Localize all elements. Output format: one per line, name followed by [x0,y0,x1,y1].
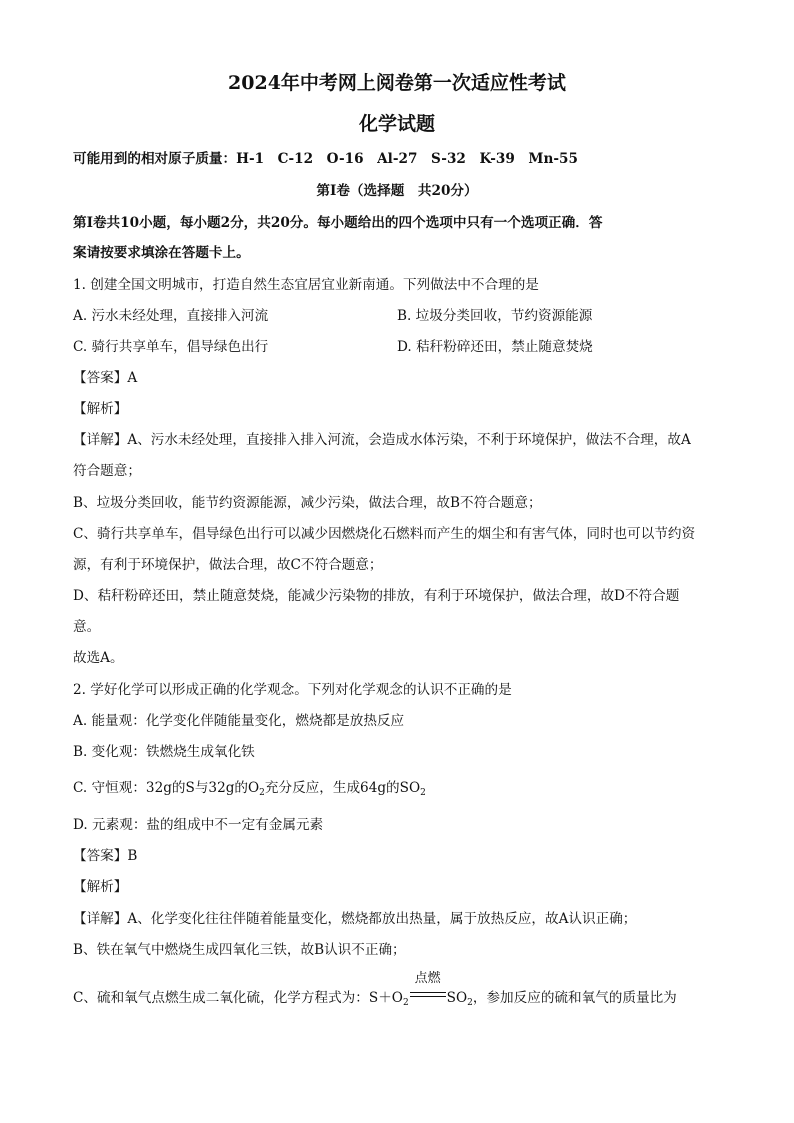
subscript: 2 [467,998,473,1008]
q1-option-b: B. 垃圾分类回收，节约资源能源 [397,308,593,324]
q1-detail-5: 源，有利于环境保护，做法合理，故C不符合题意； [73,557,383,573]
detail-tag: 【详解】 [73,911,128,927]
q1-stem: 1. 创建全国文明城市，打造自然生态宜居宜业新南通。下列做法中不合理的是 [73,277,539,293]
q2-analysis-tag: 【解析】 [73,879,128,895]
q1-detail-3: B、垃圾分类回收，能节约资源能源，减少污染，做法合理，故B不符合题意； [73,495,542,511]
q2-detail-a [73,909,636,929]
q2-option-c [73,778,426,798]
q2-option-a: A. 能量观：化学变化伴随能量变化，燃烧都是放热反应 [73,713,405,729]
section-title: 第Ⅰ卷（选择题 共20分） [316,183,478,199]
section-instructions-1: 第Ⅰ卷共10小题，每小题2分，共20分。每小题给出的四个选项中只有一个选项正确．答 [73,215,603,231]
option-c-text-2: 充分反应，生成64g的SO [264,780,421,796]
answer-value: B [127,848,138,864]
q2-detail-c [73,971,677,1008]
equation-right: SO [446,990,468,1006]
reaction-condition [410,971,446,1004]
q1-analysis-tag: 【解析】 [73,401,128,417]
q1-answer [73,368,137,388]
subscript: 2 [420,788,426,798]
q2-detail-b: B、铁在氧气中燃烧生成四氧化三铁，故B认识不正确； [73,942,406,958]
detail-text: A、污水未经处理，直接排入排入河流，会造成水体污染，不利于环境保护，做法不合理，故A [127,432,691,448]
subscript: 2 [259,788,265,798]
answer-value: A [127,370,138,386]
q1-detail-6: D、秸秆粉碎还田，禁止随意焚烧，能减少污染物的排放，有利于环境保护，做法合理，故D不符合题 [73,588,680,604]
q1-detail-4: C、骑行共享单车，倡导绿色出行可以减少因燃烧化石燃料而产生的烟尘和有害气体，同时也可以节约资 [73,526,696,542]
detail-text: A、化学变化往往伴随着能量变化，燃烧都放出热量，属于放热反应，故A认识正确； [127,911,637,927]
subscript: 2 [402,998,409,1008]
q1-option-c: C. 骑行共享单车，倡导绿色出行 [73,339,269,355]
q1-option-d: D. 秸秆粉碎还田，禁止随意焚烧 [397,339,593,355]
section-instructions-2: 案请按要求填涂在答题卡上。 [73,245,250,261]
page-title: 2024年中考网上阅卷第一次适应性考试 [228,72,566,94]
equation-left: S＋O [368,990,403,1006]
q1-option-a: A. 污水未经处理，直接排入河流 [73,308,269,324]
detail-text-2: ，参加反应的硫和氧气的质量比为 [472,990,677,1006]
condition-text: 点燃 [414,971,441,986]
q2-option-b: B. 变化观：铁燃烧生成氧化铁 [73,744,255,760]
q1-detail-2: 符合题意； [73,463,141,479]
option-c-text-1: C. 守恒观：32g的S与32g的O [73,780,260,796]
page-subtitle: 化学试题 [358,113,435,135]
q2-stem: 2. 学好化学可以形成正确的化学观念。下列对化学观念的认识不正确的是 [73,682,512,698]
q1-detail-1 [73,430,691,450]
q2-answer [73,846,137,866]
detail-tag: 【详解】 [73,432,128,448]
q1-detail-7: 意。 [73,619,101,635]
answer-tag: 【答案】 [73,848,128,864]
detail-text: C、硫和氧气点燃生成二氧化硫，化学方程式为： [73,990,369,1006]
atomic-mass-line: 可能用到的相对原子质量：H-1 C-12 O-16 Al-27 S-32 K-39 Mn-55 [73,151,578,167]
equals-sign [410,992,446,997]
equation [368,971,473,1008]
answer-tag: 【答案】 [73,370,128,386]
q2-option-d: D. 元素观：盐的组成中不一定有金属元素 [73,817,324,833]
q1-conclusion: 故选A。 [73,650,124,666]
